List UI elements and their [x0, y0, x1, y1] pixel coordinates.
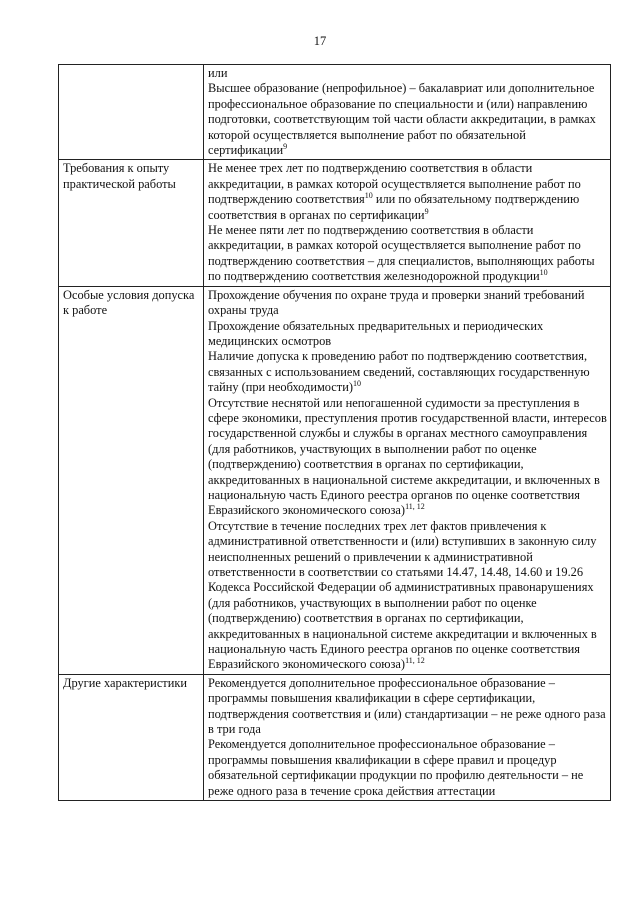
- requirements-table: [58, 64, 611, 801]
- table-row: [59, 160, 611, 286]
- footnote-ref: 11, 12: [405, 656, 425, 666]
- content-paragraph: Рекомендуется дополнительное профессиональное образование – программы повышения квалификации в сфере сертификации, подтверждения соответствия и (или) стандартизации – не реже одного раза в три года: [208, 675, 606, 737]
- row-content-special-conditions: [204, 286, 611, 674]
- row-label-empty: [59, 65, 204, 160]
- footnote-ref: 10: [364, 191, 373, 201]
- table-row: [59, 674, 611, 800]
- row-label-other: Другие характеристики: [59, 674, 204, 800]
- content-paragraph: Не менее пяти лет по подтверждению соответствия в области аккредитации, в рамках которой осуществляется выполнение работ по подтверждению соответствия – для специалистов, выполняющих работы по подтверждению соответствия железнодорожной продукции$^{10}$: [208, 223, 595, 284]
- row-content-other: [204, 674, 611, 800]
- row-label-experience: Требования к опыту практической работы: [59, 160, 204, 286]
- row-content-education: [204, 65, 611, 160]
- content-paragraph: Отсутствие неснятой или непогашенной судимости за преступления в сфере экономики, преступления против государственной власти, интересов государственной службы и службы в органах местного самоуправления (для работников, участвующих в выполнении работ по оценке (подтверждению) соответствия в органах по сертификации, аккредитованных в национальной системе аккредитации, и включенных в национальную часть Единого реестра органов по оценке соответствия Евразийского экономического союза)$^{11, 12}$: [208, 395, 607, 518]
- page-number: 17: [313, 34, 327, 48]
- table-row: [59, 65, 611, 160]
- content-paragraph: Высшее образование (непрофильное) – бакалавриат или дополнительное профессиональное образование по специальности и (или) направлению подготовки, соответствующим той части области аккредитации, в рамках которой осуществляется выполнение работ по обязательной сертификации$^9$: [208, 81, 596, 158]
- table-row: [59, 286, 611, 674]
- footnote-ref: 9: [424, 206, 429, 216]
- content-paragraph: Не менее трех лет по подтверждению соответствия в области аккредитации, в рамках которой осуществляется выполнение работ по подтверждению соответствия$^{10}$ или по обязательному подтверждению соответствия в органах по сертификации$^9$: [208, 161, 581, 222]
- footnote-ref: 9: [283, 141, 288, 151]
- footnote-ref: 10: [352, 379, 361, 388]
- footnote-ref: 10: [539, 268, 548, 278]
- content-paragraph: или: [208, 66, 228, 80]
- footnote-ref: 11, 12: [405, 502, 425, 512]
- row-content-experience: [204, 160, 611, 286]
- content-paragraph: Наличие допуска к проведению работ по подтверждению соответствия, связанных с использованием сведений, составляющих государственную тайну (при необходимости)$^{10}$: [208, 349, 590, 395]
- content-paragraph: Рекомендуется дополнительное профессиональное образование – программы повышения квалификации в сфере правил и процедур обязательной сертификации продукции по профилю деятельности – не реже одного раза в течение срока действия аттестации: [208, 737, 584, 798]
- content-paragraph: Прохождение обучения по охране труда и проверки знаний требований охраны труда: [208, 287, 585, 318]
- content-paragraph: Прохождение обязательных предварительных и периодических медицинских осмотров: [208, 318, 544, 348]
- row-label-special-conditions: Особые условия допуска к работе: [59, 286, 204, 674]
- content-paragraph: Отсутствие в течение последних трех лет фактов привлечения к административной ответственности и (или) вступивших в законную силу неисполненных решений о привлечении к административной ответственности в соответствии со статьями 14.47, 14.48, 14.60 и 19.26 Кодекса Российской Федерации об административных правонарушениях (для работников, участвующих в выполнении работ по оценке (подтверждению) соответствия в органах по сертификации, аккредитованных в национальной системе аккредитации и включенных в национальную часть Единого реестра органов по оценке соответствия Евразийского экономического союза)$^{11, 12}$: [208, 518, 597, 672]
